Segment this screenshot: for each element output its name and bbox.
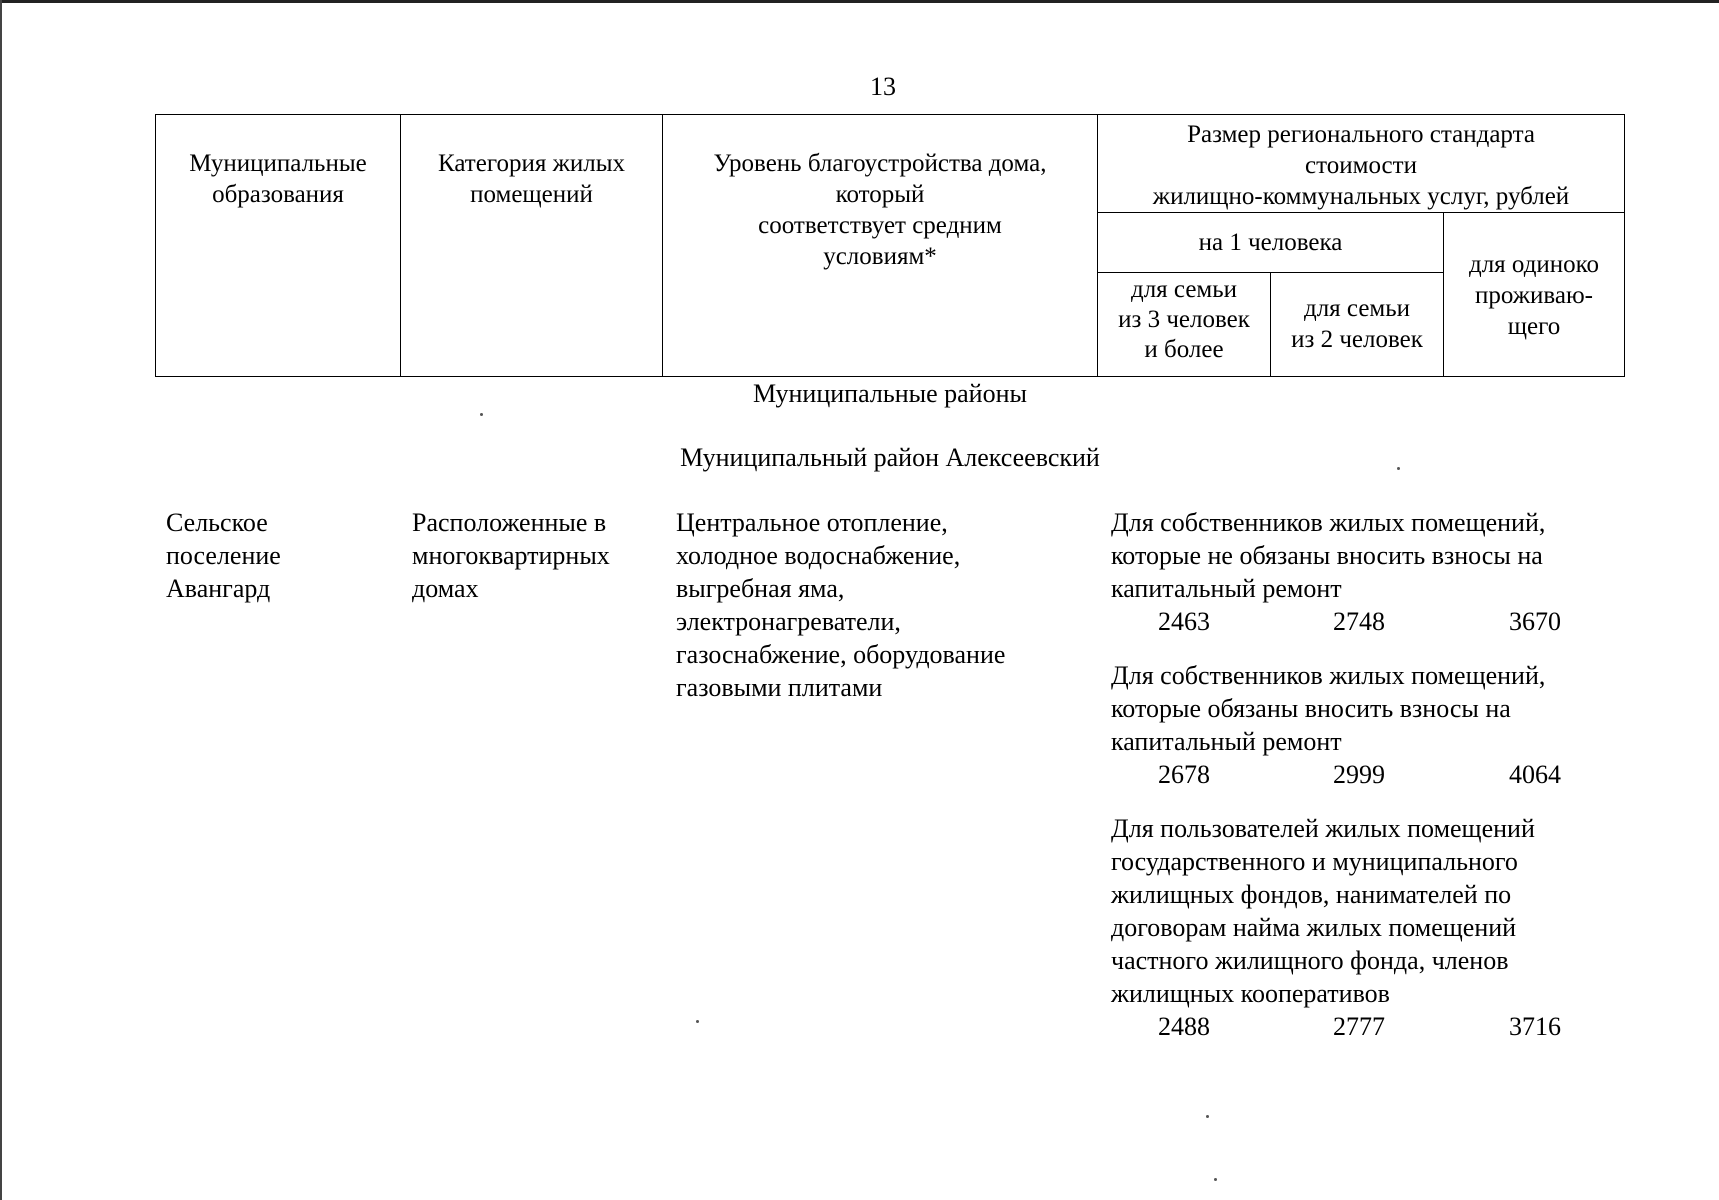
scan-speck bbox=[1214, 1178, 1217, 1181]
header-family-2: для семьи из 2 человек bbox=[1271, 273, 1444, 377]
values-row bbox=[1111, 758, 1631, 791]
header-table bbox=[155, 114, 1625, 377]
scan-speck bbox=[1206, 1115, 1209, 1118]
value-family-3: 2488 bbox=[1158, 1012, 1210, 1041]
header-family-3: для семьи из 3 человек и более bbox=[1098, 273, 1271, 377]
district-title: Муниципальный район Алексеевский bbox=[680, 443, 1100, 472]
value-single: 3716 bbox=[1509, 1012, 1561, 1041]
rate-group-owners-obliged: Для собственников жилых помещений, которые обязаны вносить взносы на капитальный ремонт 2678 2999 4064 bbox=[1111, 659, 1631, 791]
section-title: Муниципальные районы bbox=[753, 379, 1027, 408]
page-left-edge bbox=[0, 0, 2, 1200]
scan-speck bbox=[696, 1020, 699, 1023]
rate-group-tenants: Для пользователей жилых помещений государственного и муниципального жилищных фондов, нанимателей по договорам найма жилых помещений частного жилищного фонда, членов жилищных кооперативов 2488 2777 3716 bbox=[1111, 812, 1631, 1043]
rate-group-owners-not-obliged: Для собственников жилых помещений, которые не обязаны вносить взносы на капитальный ремонт 2463 2748 3670 bbox=[1111, 506, 1631, 638]
value-family-3: 2463 bbox=[1158, 607, 1210, 636]
page-number: 13 bbox=[870, 72, 896, 101]
header-single-resident: для одиноко проживаю- щего bbox=[1444, 213, 1625, 377]
header-level: Уровень благоустройства дома, который соответствует средним условиям* bbox=[663, 115, 1098, 377]
level-cell: Центральное отопление, холодное водоснабжение, выгребная яма, электронагреватели, газоснабжение, оборудование газовыми плитами bbox=[676, 508, 1006, 702]
header-standard-size: Размер регионального стандарта стоимости жилищно-коммунальных услуг, рублей bbox=[1098, 115, 1625, 213]
scan-speck bbox=[1397, 467, 1400, 470]
page-top-edge bbox=[0, 0, 1719, 3]
category-cell: Расположенные в многоквартирных домах bbox=[412, 508, 610, 603]
header-municipalities: Муниципальные образования bbox=[156, 115, 401, 377]
value-family-3: 2678 bbox=[1158, 760, 1210, 789]
value-family-2: 2999 bbox=[1333, 760, 1385, 789]
scan-speck bbox=[480, 413, 483, 416]
value-single: 3670 bbox=[1509, 607, 1561, 636]
header-per-person: на 1 человека bbox=[1098, 213, 1444, 273]
values-row bbox=[1111, 1010, 1631, 1043]
value-single: 4064 bbox=[1509, 760, 1561, 789]
municipality-cell: Сельское поселение Авангард bbox=[166, 508, 281, 603]
value-family-2: 2748 bbox=[1333, 607, 1385, 636]
value-family-2: 2777 bbox=[1333, 1012, 1385, 1041]
header-category: Категория жилых помещений bbox=[401, 115, 663, 377]
values-row bbox=[1111, 605, 1631, 638]
